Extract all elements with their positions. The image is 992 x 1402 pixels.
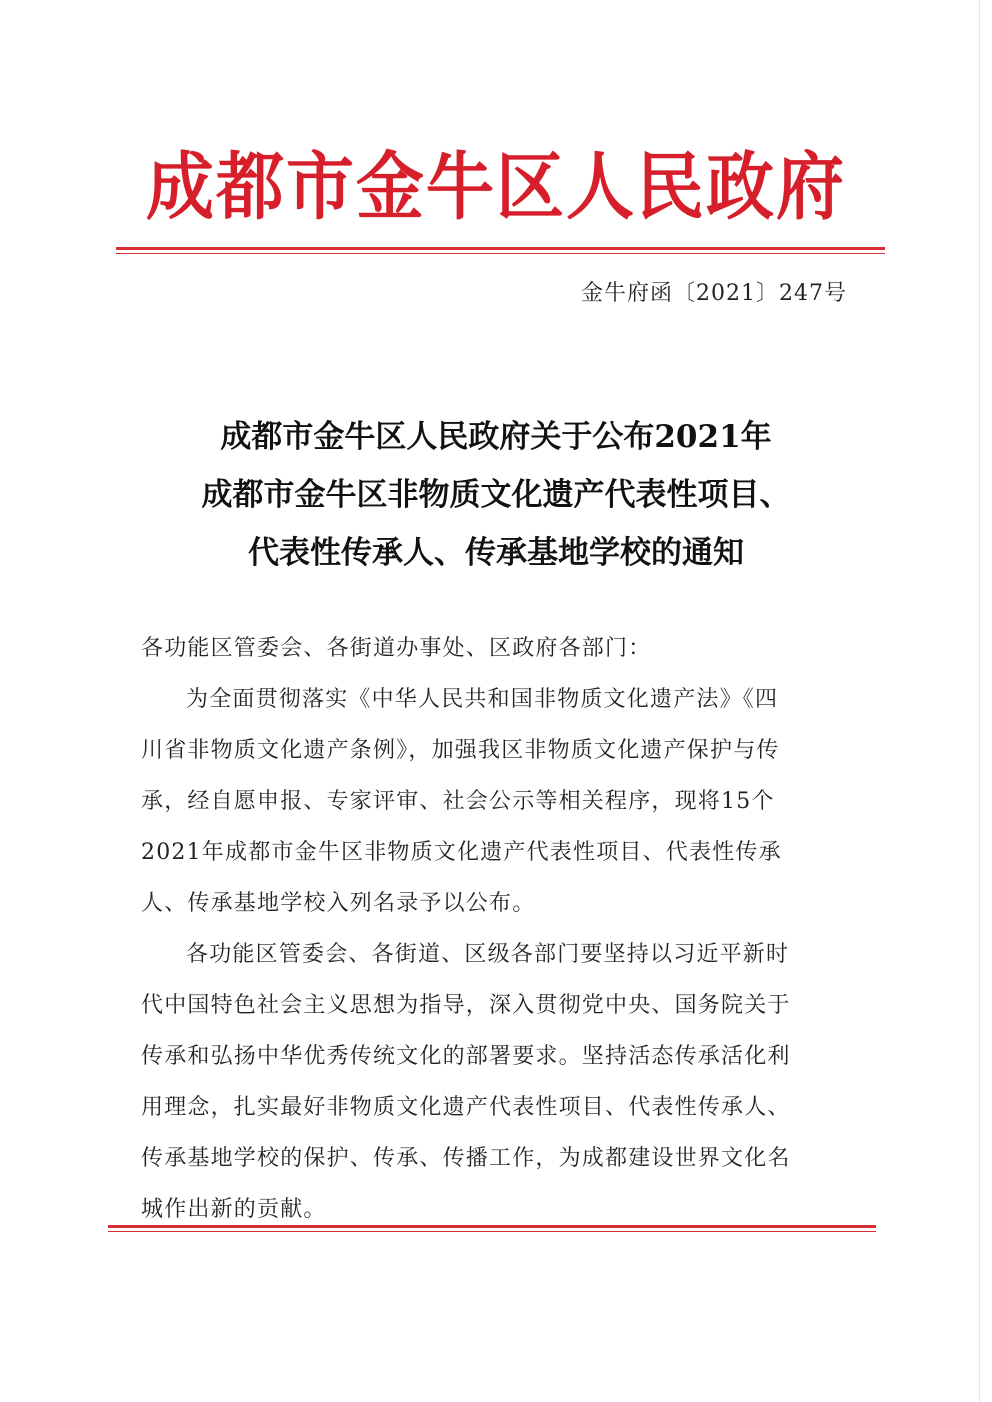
paragraph-line: 传承和弘扬中华优秀传统文化的部署要求。坚持活态传承活化利 <box>141 1044 791 1069</box>
paragraph-line: 2021年成都市金牛区非物质文化遗产代表性项目、代表性传承 <box>141 840 782 865</box>
paragraph-line: 川省非物质文化遗产条例》，加强我区非物质文化遗产保护与传 <box>141 738 780 763</box>
header-red-rule-top <box>116 247 885 250</box>
issuing-organization-header: 成都市金牛区人民政府 <box>145 144 846 231</box>
footer-red-rule-bottom <box>108 1231 876 1232</box>
paragraph-line: 代中国特色社会主义思想为指导，深入贯彻党中央、国务院关于 <box>141 993 791 1018</box>
paragraph-line: 传承基地学校的保护、传承、传播工作，为成都建设世界文化名 <box>141 1146 791 1171</box>
paragraph-line: 为全面贯彻落实《中华人民共和国非物质文化遗产法》《四 <box>186 687 779 712</box>
title-line: 成都市金牛区人民政府关于公布2021年 <box>220 419 772 455</box>
paragraph-line: 人、传承基地学校入列名录予以公布。 <box>141 891 536 916</box>
paragraph-line: 承，经自愿申报、专家评审、社会公示等相关程序，现将15个 <box>141 789 775 814</box>
document-body <box>141 623 853 1235</box>
title-line: 代表性传承人、传承基地学校的通知 <box>248 535 744 571</box>
footer-red-rule-top <box>108 1225 876 1228</box>
document-title <box>0 408 992 582</box>
document-number: 金牛府函〔2021〕247号 <box>581 281 847 306</box>
header-red-rule-bottom <box>116 253 885 254</box>
salutation: 各功能区管委会、各街道办事处、区政府各部门： <box>141 636 652 661</box>
paragraph-line: 各功能区管委会、各街道、区级各部门要坚持以习近平新时 <box>186 942 790 967</box>
title-line: 成都市金牛区非物质文化遗产代表性项目、 <box>201 477 791 513</box>
scan-edge-line <box>979 0 980 1402</box>
paragraph-line: 城作出新的贡献。 <box>141 1197 327 1222</box>
paragraph-line: 用理念，扎实最好非物质文化遗产代表性项目、代表性传承人、 <box>141 1095 791 1120</box>
